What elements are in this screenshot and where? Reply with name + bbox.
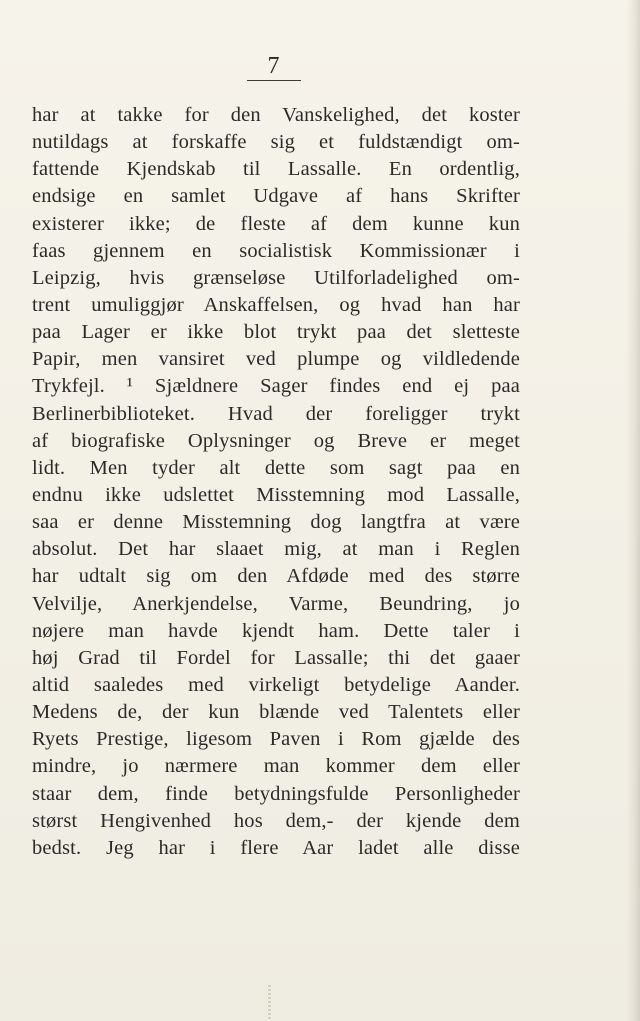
text-line: nutildags at forskaffe sig et fuldstændigt om- xyxy=(32,131,520,154)
text-line: Velvilje, Anerkjendelse, Varme, Beundring, jo xyxy=(32,592,520,615)
text-line: endnu ikke udslettet Misstemning mod Lassalle, xyxy=(32,483,520,506)
text-line: Berlinerbiblioteket. Hvad der foreligger trykt xyxy=(32,402,520,425)
text-line: mindre, jo nærmere man kommer dem eller xyxy=(32,755,520,778)
text-line: faas gjennem en socialistisk Kommissionær i xyxy=(32,239,520,262)
text-line: altid saaledes med virkeligt betydelige Aander. xyxy=(32,673,520,696)
body-text xyxy=(32,102,520,862)
page-number-underline xyxy=(247,80,301,81)
text-line: Medens de, der kun blænde ved Talentets eller xyxy=(32,701,520,724)
text-line: nøjere man havde kjendt ham. Dette taler i xyxy=(32,619,520,642)
text-line: Papir, men vansiret ved plumpe og vildledende xyxy=(32,348,520,371)
text-line: bedst. Jeg har i flere Aar ladet alle disse xyxy=(32,836,520,859)
text-line: af biografiske Oplysninger og Breve er meget xyxy=(32,429,520,452)
text-line: høj Grad til Fordel for Lassalle; thi det gaaer xyxy=(32,646,520,669)
page-number: 7 xyxy=(267,53,281,79)
text-line: Trykfejl. ¹ Sjældnere Sager findes end ej paa xyxy=(32,375,520,398)
text-line: Leipzig, hvis grænseløse Utilforladelighed om- xyxy=(32,266,520,289)
text-line: paa Lager er ikke blot trykt paa det sletteste xyxy=(32,321,520,344)
text-line: trent umuliggjør Anskaffelsen, og hvad han har xyxy=(32,293,520,316)
text-line: har udtalt sig om den Afdøde med des større xyxy=(32,565,520,588)
text-line: existerer ikke; de fleste af dem kunne kun xyxy=(32,212,520,235)
text-line: lidt. Men tyder alt dette som sagt paa en xyxy=(32,456,520,479)
text-line: staar dem, finde betydningsfulde Personligheder xyxy=(32,782,520,805)
text-line: absolut. Det har slaaet mig, at man i Reglen xyxy=(32,538,520,561)
text-line: størst Hengivenhed hos dem,- der kjende dem xyxy=(32,809,520,832)
text-line: har at takke for den Vanskelighed, det koster xyxy=(32,104,520,126)
page-edge-shadow xyxy=(626,0,640,1021)
text-line: Ryets Prestige, ligesom Paven i Rom gjælde des xyxy=(32,728,520,751)
text-line: saa er denne Misstemning dog langtfra at være xyxy=(32,511,520,534)
text-line: endsige en samlet Udgave af hans Skrifter xyxy=(32,185,520,208)
text-line: fattende Kjendskab til Lassalle. En ordentlig, xyxy=(32,158,520,181)
binding-fold-mark xyxy=(268,985,271,1021)
